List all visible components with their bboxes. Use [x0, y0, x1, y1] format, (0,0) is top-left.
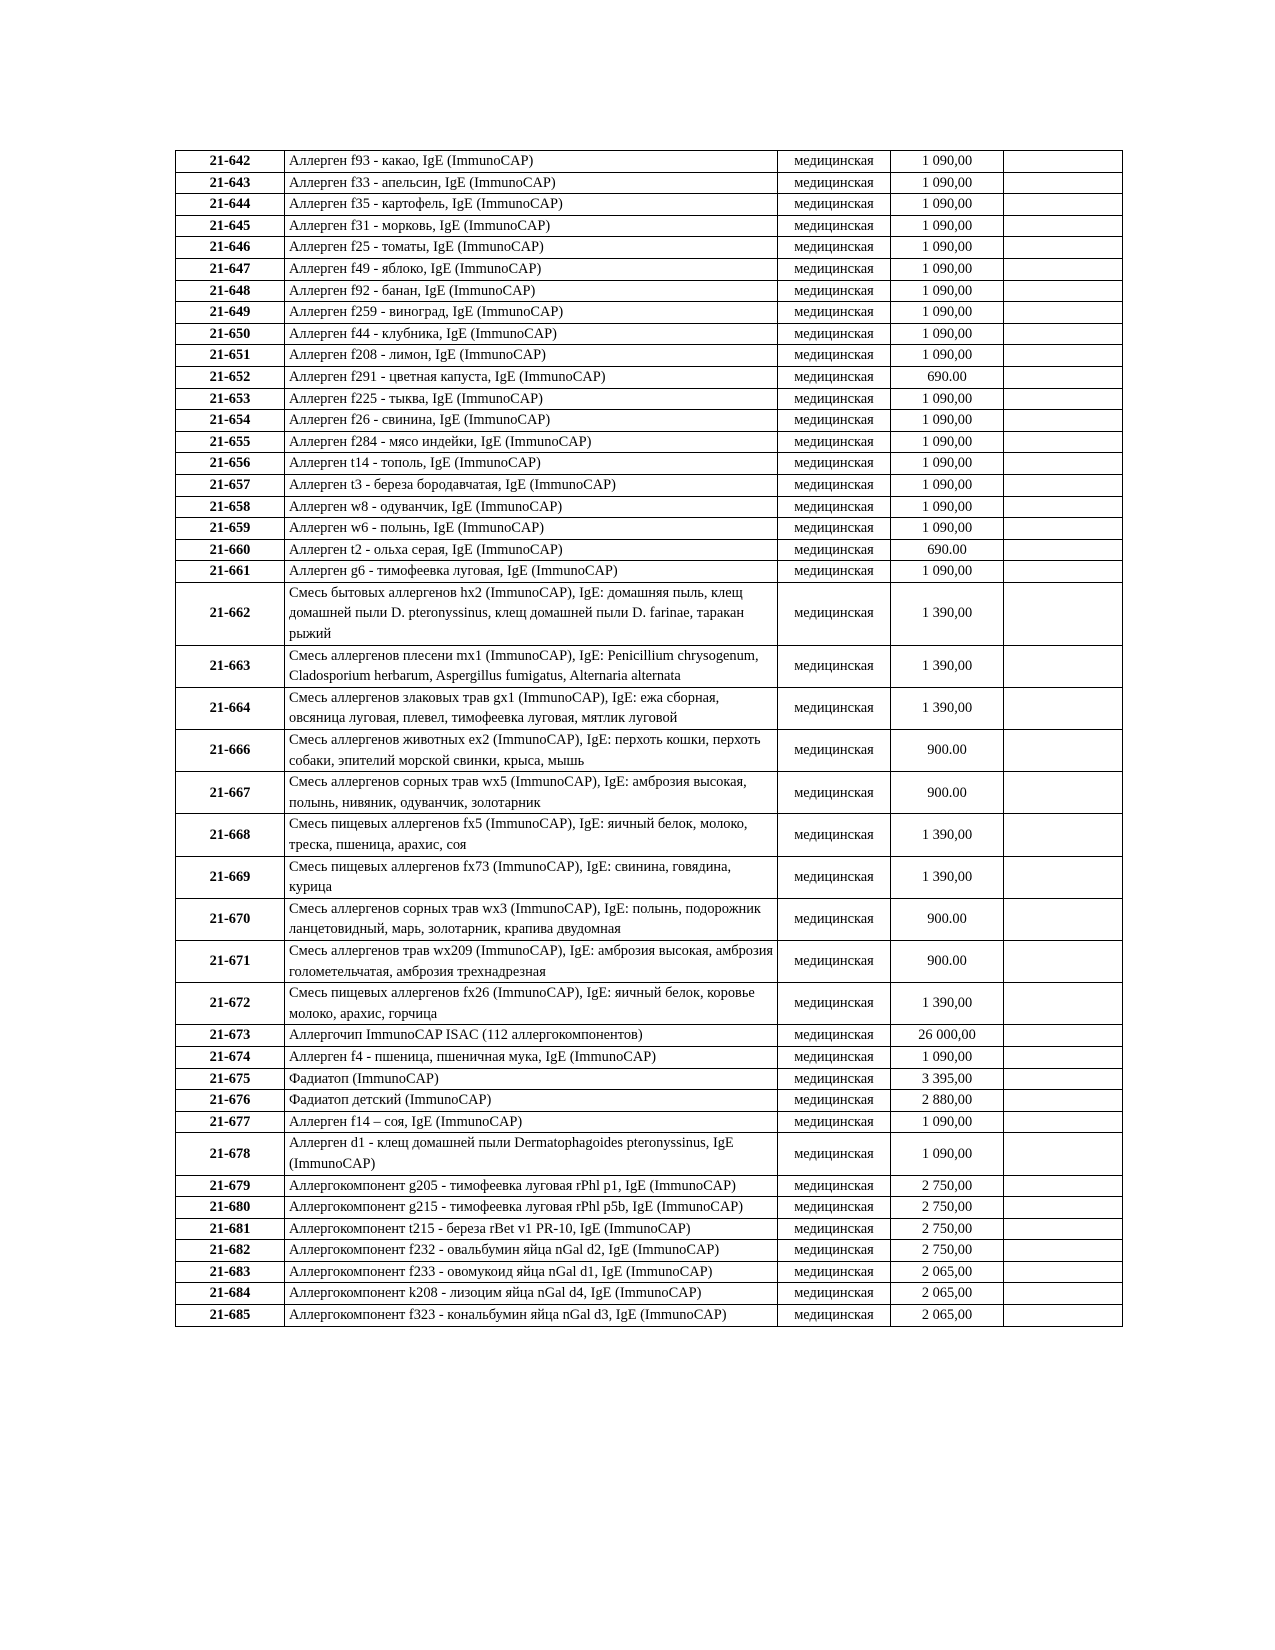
service-type-cell: медицинская — [778, 814, 891, 856]
service-name-cell: Смесь аллергенов злаковых трав gx1 (ImmunoCAP), IgE: ежа сборная, овсяница луговая, плевел, тимофеевка луговая, мятлик луговой — [285, 687, 778, 729]
service-code-cell: 21-676 — [176, 1090, 285, 1112]
service-price-cell: 1 090,00 — [891, 172, 1004, 194]
service-name-cell: Смесь аллергенов трав wx209 (ImmunoCAP), IgE: амброзия высокая, амброзия голометельчатая, амброзия трехнадрезная — [285, 940, 778, 982]
service-code-cell: 21-674 — [176, 1046, 285, 1068]
service-code-cell: 21-661 — [176, 561, 285, 583]
service-name-cell: Аллерген f259 - виноград, IgE (ImmunoCAP) — [285, 302, 778, 324]
empty-cell — [1004, 194, 1123, 216]
table-row — [176, 280, 1123, 302]
service-name-cell: Аллергокомпонент g215 - тимофеевка луговая rPhl p5b, IgE (ImmunoCAP) — [285, 1197, 778, 1219]
service-type-cell: медицинская — [778, 194, 891, 216]
service-name-cell: Аллерген t14 - тополь, IgE (ImmunoCAP) — [285, 453, 778, 475]
service-name-cell: Аллерген t3 - береза бородавчатая, IgE (ImmunoCAP) — [285, 474, 778, 496]
table-row — [176, 1305, 1123, 1327]
service-price-cell: 1 390,00 — [891, 814, 1004, 856]
service-name-cell: Аллерген f92 - банан, IgE (ImmunoCAP) — [285, 280, 778, 302]
service-price-cell: 2 065,00 — [891, 1283, 1004, 1305]
service-code-cell: 21-648 — [176, 280, 285, 302]
table-row — [176, 539, 1123, 561]
table-row — [176, 1240, 1123, 1262]
service-name-cell: Аллерген w6 - полынь, IgE (ImmunoCAP) — [285, 518, 778, 540]
service-name-cell: Смесь аллергенов сорных трав wx5 (ImmunoCAP), IgE: амброзия высокая, полынь, нивяник, одуванчик, золотарник — [285, 772, 778, 814]
service-price-cell: 2 750,00 — [891, 1175, 1004, 1197]
table-row — [176, 814, 1123, 856]
service-type-cell: медицинская — [778, 1240, 891, 1262]
empty-cell — [1004, 1090, 1123, 1112]
empty-cell — [1004, 730, 1123, 772]
table-row — [176, 772, 1123, 814]
service-code-cell: 21-681 — [176, 1218, 285, 1240]
service-code-cell: 21-669 — [176, 856, 285, 898]
service-price-cell: 1 090,00 — [891, 474, 1004, 496]
table-row — [176, 518, 1123, 540]
service-price-cell: 690.00 — [891, 539, 1004, 561]
service-price-cell: 2 880,00 — [891, 1090, 1004, 1112]
table-row — [176, 431, 1123, 453]
service-code-cell: 21-643 — [176, 172, 285, 194]
service-name-cell: Аллерген f25 - томаты, IgE (ImmunoCAP) — [285, 237, 778, 259]
service-type-cell: медицинская — [778, 366, 891, 388]
service-name-cell: Фадиатоп (ImmunoCAP) — [285, 1068, 778, 1090]
service-type-cell: медицинская — [778, 1261, 891, 1283]
service-price-cell: 1 090,00 — [891, 561, 1004, 583]
empty-cell — [1004, 1197, 1123, 1219]
service-code-cell: 21-672 — [176, 983, 285, 1025]
service-price-cell: 1 090,00 — [891, 1111, 1004, 1133]
service-name-cell: Смесь пищевых аллергенов fx73 (ImmunoCAP), IgE: свинина, говядина, курица — [285, 856, 778, 898]
service-price-cell: 1 090,00 — [891, 258, 1004, 280]
service-price-cell: 2 750,00 — [891, 1240, 1004, 1262]
empty-cell — [1004, 172, 1123, 194]
empty-cell — [1004, 237, 1123, 259]
table-row — [176, 345, 1123, 367]
service-name-cell: Аллерген g6 - тимофеевка луговая, IgE (ImmunoCAP) — [285, 561, 778, 583]
table-row — [176, 172, 1123, 194]
service-type-cell: медицинская — [778, 687, 891, 729]
service-name-cell: Смесь пищевых аллергенов fx5 (ImmunoCAP), IgE: яичный белок, молоко, треска, пшеница, арахис, соя — [285, 814, 778, 856]
service-name-cell: Аллерген f4 - пшеница, пшеничная мука, IgE (ImmunoCAP) — [285, 1046, 778, 1068]
service-price-cell: 690.00 — [891, 366, 1004, 388]
service-type-cell: медицинская — [778, 1025, 891, 1047]
service-code-cell: 21-650 — [176, 323, 285, 345]
service-type-cell: медицинская — [778, 323, 891, 345]
service-type-cell: медицинская — [778, 730, 891, 772]
service-type-cell: медицинская — [778, 539, 891, 561]
service-name-cell: Аллерген f291 - цветная капуста, IgE (ImmunoCAP) — [285, 366, 778, 388]
service-price-cell: 1 390,00 — [891, 687, 1004, 729]
empty-cell — [1004, 1068, 1123, 1090]
table-row — [176, 582, 1123, 645]
service-code-cell: 21-660 — [176, 539, 285, 561]
table-row — [176, 1175, 1123, 1197]
empty-cell — [1004, 1133, 1123, 1175]
service-price-cell: 1 090,00 — [891, 388, 1004, 410]
service-type-cell: медицинская — [778, 772, 891, 814]
service-code-cell: 21-658 — [176, 496, 285, 518]
table-row — [176, 1090, 1123, 1112]
service-type-cell: медицинская — [778, 898, 891, 940]
table-row — [176, 453, 1123, 475]
service-name-cell: Аллергокомпонент t215 - береза rBet v1 PR-10, IgE (ImmunoCAP) — [285, 1218, 778, 1240]
service-price-cell: 1 090,00 — [891, 431, 1004, 453]
service-price-cell: 1 090,00 — [891, 345, 1004, 367]
empty-cell — [1004, 474, 1123, 496]
service-code-cell: 21-651 — [176, 345, 285, 367]
service-price-cell: 1 090,00 — [891, 453, 1004, 475]
service-price-cell: 1 090,00 — [891, 215, 1004, 237]
table-row — [176, 1218, 1123, 1240]
service-name-cell: Аллерген f225 - тыква, IgE (ImmunoCAP) — [285, 388, 778, 410]
service-code-cell: 21-666 — [176, 730, 285, 772]
service-price-cell: 900.00 — [891, 772, 1004, 814]
service-price-cell: 1 090,00 — [891, 496, 1004, 518]
service-name-cell: Аллергокомпонент f233 - овомукоид яйца nGal d1, IgE (ImmunoCAP) — [285, 1261, 778, 1283]
table-row — [176, 730, 1123, 772]
service-price-cell: 26 000,00 — [891, 1025, 1004, 1047]
service-type-cell: медицинская — [778, 518, 891, 540]
service-price-cell: 1 090,00 — [891, 323, 1004, 345]
empty-cell — [1004, 561, 1123, 583]
service-type-cell: медицинская — [778, 1133, 891, 1175]
service-code-cell: 21-645 — [176, 215, 285, 237]
table-row — [176, 940, 1123, 982]
service-type-cell: медицинская — [778, 280, 891, 302]
service-code-cell: 21-671 — [176, 940, 285, 982]
table-row — [176, 687, 1123, 729]
service-code-cell: 21-680 — [176, 1197, 285, 1219]
service-type-cell: медицинская — [778, 258, 891, 280]
empty-cell — [1004, 1261, 1123, 1283]
service-name-cell: Аллерген f33 - апельсин, IgE (ImmunoCAP) — [285, 172, 778, 194]
table-row — [176, 1025, 1123, 1047]
service-name-cell: Аллергочип ImmunoCAP ISAC (112 аллергокомпонентов) — [285, 1025, 778, 1047]
service-price-cell: 900.00 — [891, 898, 1004, 940]
empty-cell — [1004, 518, 1123, 540]
service-price-cell: 1 090,00 — [891, 518, 1004, 540]
service-type-cell: медицинская — [778, 1305, 891, 1327]
table-row — [176, 1283, 1123, 1305]
service-name-cell: Фадиатоп детский (ImmunoCAP) — [285, 1090, 778, 1112]
service-type-cell: медицинская — [778, 983, 891, 1025]
service-code-cell: 21-677 — [176, 1111, 285, 1133]
service-price-cell: 1 090,00 — [891, 410, 1004, 432]
table-row — [176, 366, 1123, 388]
empty-cell — [1004, 431, 1123, 453]
table-row — [176, 151, 1123, 173]
service-price-cell: 900.00 — [891, 730, 1004, 772]
empty-cell — [1004, 1305, 1123, 1327]
empty-cell — [1004, 1240, 1123, 1262]
service-price-cell: 1 090,00 — [891, 1133, 1004, 1175]
service-name-cell: Аллерген w8 - одуванчик, IgE (ImmunoCAP) — [285, 496, 778, 518]
service-type-cell: медицинская — [778, 474, 891, 496]
service-type-cell: медицинская — [778, 1111, 891, 1133]
service-code-cell: 21-684 — [176, 1283, 285, 1305]
service-code-cell: 21-670 — [176, 898, 285, 940]
table-row — [176, 983, 1123, 1025]
service-type-cell: медицинская — [778, 151, 891, 173]
service-type-cell: медицинская — [778, 172, 891, 194]
service-code-cell: 21-652 — [176, 366, 285, 388]
table-row — [176, 302, 1123, 324]
table-row — [176, 645, 1123, 687]
service-code-cell: 21-654 — [176, 410, 285, 432]
service-code-cell: 21-657 — [176, 474, 285, 496]
table-row — [176, 856, 1123, 898]
table-row — [176, 1261, 1123, 1283]
service-code-cell: 21-678 — [176, 1133, 285, 1175]
service-name-cell: Аллерген f35 - картофель, IgE (ImmunoCAP) — [285, 194, 778, 216]
service-type-cell: медицинская — [778, 410, 891, 432]
empty-cell — [1004, 582, 1123, 645]
empty-cell — [1004, 687, 1123, 729]
empty-cell — [1004, 215, 1123, 237]
service-name-cell: Аллерген f44 - клубника, IgE (ImmunoCAP) — [285, 323, 778, 345]
service-name-cell: Аллерген f49 - яблоко, IgE (ImmunoCAP) — [285, 258, 778, 280]
service-type-cell: медицинская — [778, 496, 891, 518]
service-name-cell: Аллерген f31 - морковь, IgE (ImmunoCAP) — [285, 215, 778, 237]
service-type-cell: медицинская — [778, 1068, 891, 1090]
empty-cell — [1004, 258, 1123, 280]
service-code-cell: 21-682 — [176, 1240, 285, 1262]
service-type-cell: медицинская — [778, 1175, 891, 1197]
service-code-cell: 21-664 — [176, 687, 285, 729]
table-row — [176, 1111, 1123, 1133]
service-type-cell: медицинская — [778, 431, 891, 453]
service-name-cell: Аллерген f93 - какао, IgE (ImmunoCAP) — [285, 151, 778, 173]
table-row — [176, 1133, 1123, 1175]
service-type-cell: медицинская — [778, 453, 891, 475]
empty-cell — [1004, 940, 1123, 982]
service-code-cell: 21-649 — [176, 302, 285, 324]
service-code-cell: 21-656 — [176, 453, 285, 475]
table-row — [176, 496, 1123, 518]
service-code-cell: 21-679 — [176, 1175, 285, 1197]
service-code-cell: 21-668 — [176, 814, 285, 856]
empty-cell — [1004, 496, 1123, 518]
service-name-cell: Аллерген t2 - ольха серая, IgE (ImmunoCAP) — [285, 539, 778, 561]
service-name-cell: Смесь аллергенов животных ex2 (ImmunoCAP), IgE: перхоть кошки, перхоть собаки, эпителий морской свинки, крыса, мышь — [285, 730, 778, 772]
service-code-cell: 21-653 — [176, 388, 285, 410]
service-code-cell: 21-646 — [176, 237, 285, 259]
service-type-cell: медицинская — [778, 561, 891, 583]
service-code-cell: 21-644 — [176, 194, 285, 216]
service-type-cell: медицинская — [778, 1197, 891, 1219]
service-price-cell: 2 065,00 — [891, 1261, 1004, 1283]
table-row — [176, 323, 1123, 345]
service-code-cell: 21-662 — [176, 582, 285, 645]
service-code-cell: 21-642 — [176, 151, 285, 173]
service-name-cell: Аллерген d1 - клещ домашней пыли Dermatophagoides pteronyssinus, IgE (ImmunoCAP) — [285, 1133, 778, 1175]
empty-cell — [1004, 898, 1123, 940]
table-row — [176, 410, 1123, 432]
empty-cell — [1004, 539, 1123, 561]
service-type-cell: медицинская — [778, 215, 891, 237]
service-price-cell: 1 090,00 — [891, 1046, 1004, 1068]
service-price-cell: 900.00 — [891, 940, 1004, 982]
service-name-cell: Аллергокомпонент f232 - овальбумин яйца nGal d2, IgE (ImmunoCAP) — [285, 1240, 778, 1262]
service-price-cell: 1 090,00 — [891, 237, 1004, 259]
service-type-cell: медицинская — [778, 345, 891, 367]
service-code-cell: 21-667 — [176, 772, 285, 814]
empty-cell — [1004, 1283, 1123, 1305]
price-list-table — [175, 150, 1123, 1327]
empty-cell — [1004, 1175, 1123, 1197]
service-code-cell: 21-647 — [176, 258, 285, 280]
service-code-cell: 21-663 — [176, 645, 285, 687]
empty-cell — [1004, 983, 1123, 1025]
service-price-cell: 1 390,00 — [891, 856, 1004, 898]
empty-cell — [1004, 645, 1123, 687]
empty-cell — [1004, 1111, 1123, 1133]
service-name-cell: Аллергокомпонент k208 - лизоцим яйца nGal d4, IgE (ImmunoCAP) — [285, 1283, 778, 1305]
table-row — [176, 898, 1123, 940]
service-type-cell: медицинская — [778, 1218, 891, 1240]
empty-cell — [1004, 151, 1123, 173]
service-type-cell: медицинская — [778, 1046, 891, 1068]
table-row — [176, 1046, 1123, 1068]
service-price-cell: 1 390,00 — [891, 582, 1004, 645]
service-name-cell: Смесь аллергенов плесени mx1 (ImmunoCAP), IgE: Penicillium chrysogenum, Cladosporium herbarum, Aspergillus fumigatus, Alternaria alternata — [285, 645, 778, 687]
service-price-cell: 1 090,00 — [891, 151, 1004, 173]
service-name-cell: Аллерген f284 - мясо индейки, IgE (ImmunoCAP) — [285, 431, 778, 453]
empty-cell — [1004, 1046, 1123, 1068]
service-name-cell: Аллергокомпонент g205 - тимофеевка луговая rPhl p1, IgE (ImmunoCAP) — [285, 1175, 778, 1197]
service-type-cell: медицинская — [778, 645, 891, 687]
service-price-cell: 1 390,00 — [891, 645, 1004, 687]
empty-cell — [1004, 345, 1123, 367]
service-name-cell: Аллерген f14 – соя, IgE (ImmunoCAP) — [285, 1111, 778, 1133]
service-price-cell: 1 090,00 — [891, 302, 1004, 324]
service-name-cell: Аллерген f208 - лимон, IgE (ImmunoCAP) — [285, 345, 778, 367]
empty-cell — [1004, 453, 1123, 475]
service-code-cell: 21-683 — [176, 1261, 285, 1283]
service-price-cell: 2 750,00 — [891, 1218, 1004, 1240]
service-price-cell: 1 090,00 — [891, 280, 1004, 302]
service-type-cell: медицинская — [778, 940, 891, 982]
service-price-cell: 3 395,00 — [891, 1068, 1004, 1090]
service-type-cell: медицинская — [778, 237, 891, 259]
service-price-cell: 2 750,00 — [891, 1197, 1004, 1219]
empty-cell — [1004, 302, 1123, 324]
service-name-cell: Смесь пищевых аллергенов fx26 (ImmunoCAP), IgE: яичный белок, коровье молоко, арахис, горчица — [285, 983, 778, 1025]
empty-cell — [1004, 772, 1123, 814]
service-price-cell: 1 090,00 — [891, 194, 1004, 216]
empty-cell — [1004, 856, 1123, 898]
table-row — [176, 258, 1123, 280]
service-name-cell: Смесь аллергенов сорных трав wx3 (ImmunoCAP), IgE: полынь, подорожник ланцетовидный, марь, золотарник, крапива двудомная — [285, 898, 778, 940]
table-row — [176, 474, 1123, 496]
service-name-cell: Аллергокомпонент f323 - кональбумин яйца nGal d3, IgE (ImmunoCAP) — [285, 1305, 778, 1327]
service-price-cell: 2 065,00 — [891, 1305, 1004, 1327]
service-type-cell: медицинская — [778, 582, 891, 645]
service-name-cell: Смесь бытовых аллергенов hx2 (ImmunoCAP), IgE: домашняя пыль, клещ домашней пыли D. pteronyssinus, клещ домашней пыли D. farinae, таракан рыжий — [285, 582, 778, 645]
table-row — [176, 1197, 1123, 1219]
service-type-cell: медицинская — [778, 302, 891, 324]
service-name-cell: Аллерген f26 - свинина, IgE (ImmunoCAP) — [285, 410, 778, 432]
service-type-cell: медицинская — [778, 1283, 891, 1305]
service-code-cell: 21-659 — [176, 518, 285, 540]
empty-cell — [1004, 1218, 1123, 1240]
empty-cell — [1004, 323, 1123, 345]
service-code-cell: 21-673 — [176, 1025, 285, 1047]
empty-cell — [1004, 366, 1123, 388]
table-row — [176, 388, 1123, 410]
service-type-cell: медицинская — [778, 856, 891, 898]
price-list-body — [176, 151, 1123, 1327]
table-row — [176, 215, 1123, 237]
service-code-cell: 21-675 — [176, 1068, 285, 1090]
empty-cell — [1004, 410, 1123, 432]
empty-cell — [1004, 814, 1123, 856]
table-row — [176, 1068, 1123, 1090]
service-code-cell: 21-655 — [176, 431, 285, 453]
service-code-cell: 21-685 — [176, 1305, 285, 1327]
table-row — [176, 194, 1123, 216]
service-type-cell: медицинская — [778, 388, 891, 410]
service-price-cell: 1 390,00 — [891, 983, 1004, 1025]
table-row — [176, 237, 1123, 259]
table-row — [176, 561, 1123, 583]
empty-cell — [1004, 280, 1123, 302]
service-type-cell: медицинская — [778, 1090, 891, 1112]
empty-cell — [1004, 1025, 1123, 1047]
empty-cell — [1004, 388, 1123, 410]
